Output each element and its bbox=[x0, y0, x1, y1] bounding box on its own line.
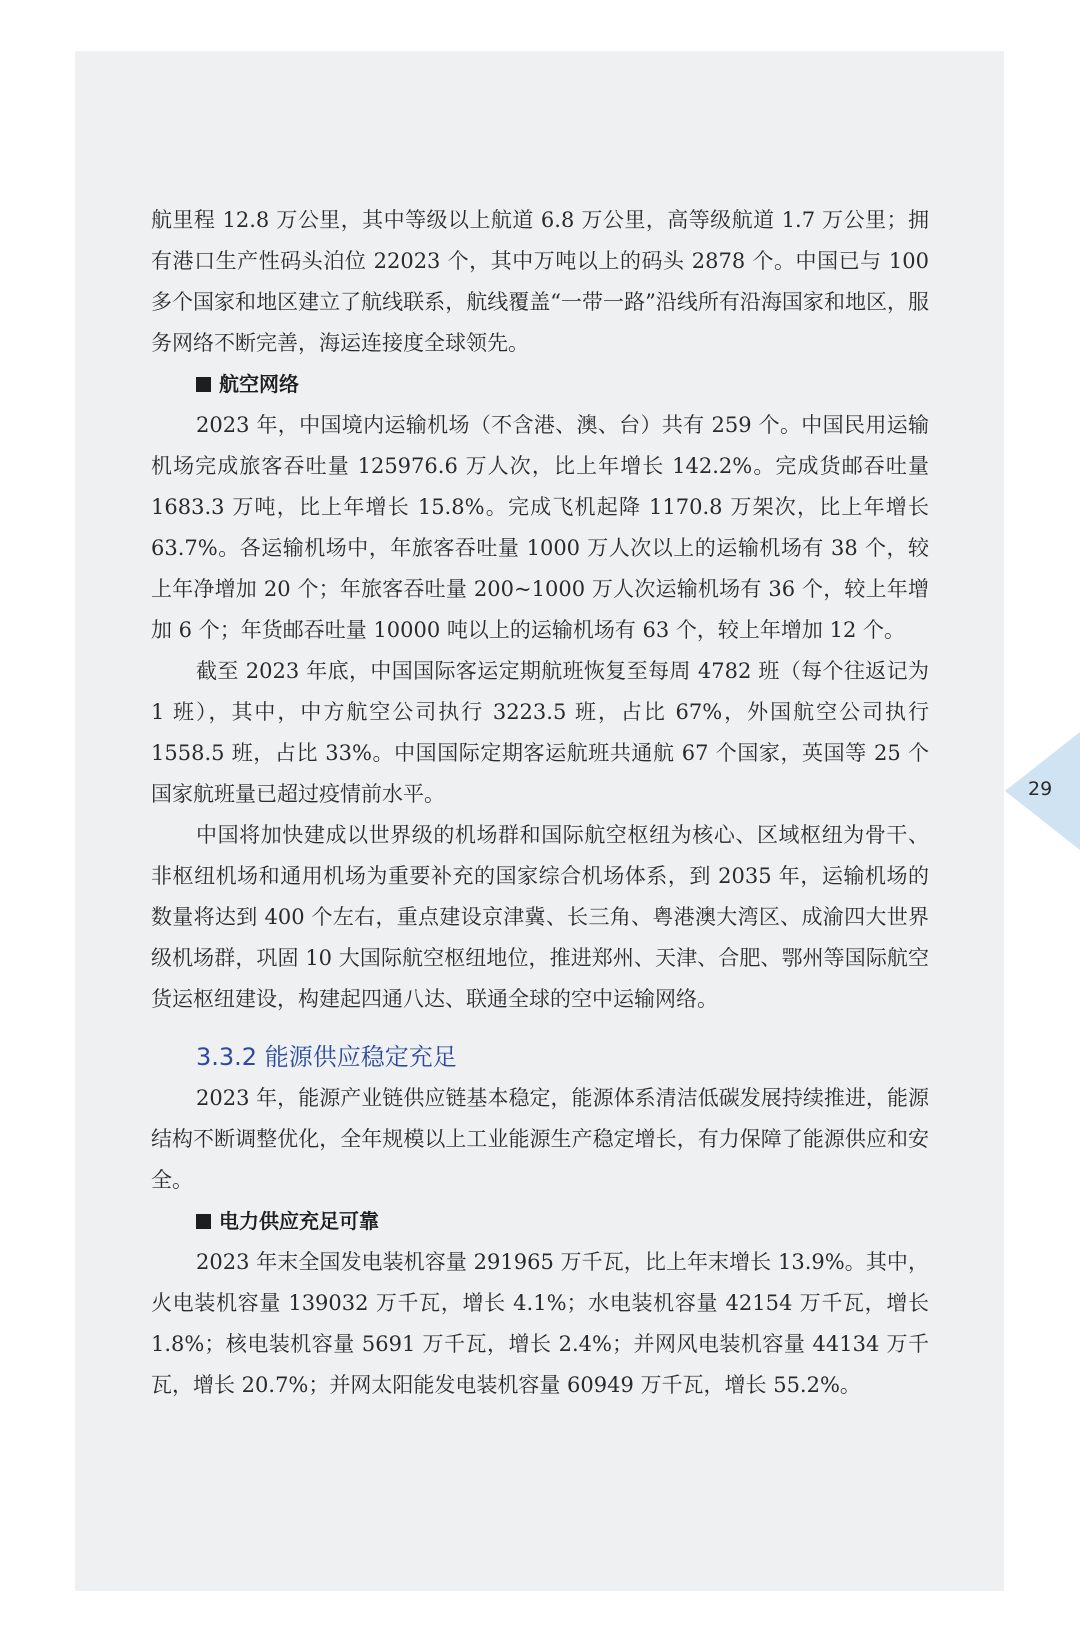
black-square-icon bbox=[196, 1214, 211, 1229]
paragraph-power-capacity: 2023 年末全国发电装机容量 291965 万千瓦，比上年末增长 13.9%。其中，火电装机容量 139032 万千瓦，增长 4.1%；水电装机容量 42154 万千瓦，增长 1.8%；核电装机容量 5691 万千瓦，增长 2.4%；并网风电装机容量 44134 万千瓦，增长 20.7%；并网太阳能发电装机容量 60949 万千瓦，增长 55.2%。 bbox=[151, 1250, 929, 1397]
black-square-icon bbox=[196, 377, 211, 392]
subhead-power-label: 电力供应充足可靠 bbox=[219, 1209, 379, 1233]
subhead-aviation-label: 航空网络 bbox=[219, 372, 299, 396]
subhead-aviation-network bbox=[151, 364, 929, 405]
subhead-power-supply bbox=[151, 1201, 929, 1242]
page-number: 29 bbox=[1028, 778, 1053, 800]
paragraph-energy: 2023 年，能源产业链供应链基本稳定，能源体系清洁低碳发展持续推进，能源结构不断调整优化，全年规模以上工业能源生产稳定增长，有力保障了能源供应和安全。 bbox=[151, 1086, 929, 1192]
section-title-energy: 3.3.2 能源供应稳定充足 bbox=[196, 1043, 457, 1071]
paragraph-international-flights: 截至 2023 年底，中国国际客运定期航班恢复至每周 4782 班（每个往返记为 1 班），其中，中方航空公司执行 3223.5 班，占比 67%，外国航空公司执行 1558.5 班，占比 33%。中国国际定期客运航班共通航 67 个国家，英国等 25 个国家航班量已超过疫情前水平。 bbox=[151, 659, 929, 806]
page-content bbox=[151, 200, 929, 1406]
paragraph-airport-plan: 中国将加快建成以世界级的机场群和国际航空枢纽为核心、区域枢纽为骨干、非枢纽机场和通用机场为重要补充的国家综合机场体系，到 2035 年，运输机场的数量将达到 400 个左右，重点建设京津冀、长三角、粤港澳大湾区、成渝四大世界级机场群，巩固 10 大国际航空枢纽地位，推进郑州、天津、合肥、鄂州等国际航空货运枢纽建设，构建起四通八达、联通全球的空中运输网络。 bbox=[151, 823, 929, 1011]
paragraph-waterway: 航里程 12.8 万公里，其中等级以上航道 6.8 万公里，高等级航道 1.7 万公里；拥有港口生产性码头泊位 22023 个，其中万吨以上的码头 2878 个。中国已与 100 多个国家和地区建立了航线联系，航线覆盖“一带一路”沿线所有沿海国家和地区，服务网络不断完善，海运连接度全球领先。 bbox=[151, 208, 929, 355]
paragraph-airports: 2023 年，中国境内运输机场（不含港、澳、台）共有 259 个。中国民用运输机场完成旅客吞吐量 125976.6 万人次，比上年增长 142.2%。完成货邮吞吐量 1683.3 万吨，比上年增长 15.8%。完成飞机起降 1170.8 万架次，比上年增长 63.7%。各运输机场中，年旅客吞吐量 1000 万人次以上的运输机场有 38 个，较上年净增加 20 个；年旅客吞吐量 200~1000 万人次运输机场有 36 个，较上年增加 6 个；年货邮吞吐量 10000 吨以上的运输机场有 63 个，较上年增加 12 个。 bbox=[151, 413, 929, 642]
